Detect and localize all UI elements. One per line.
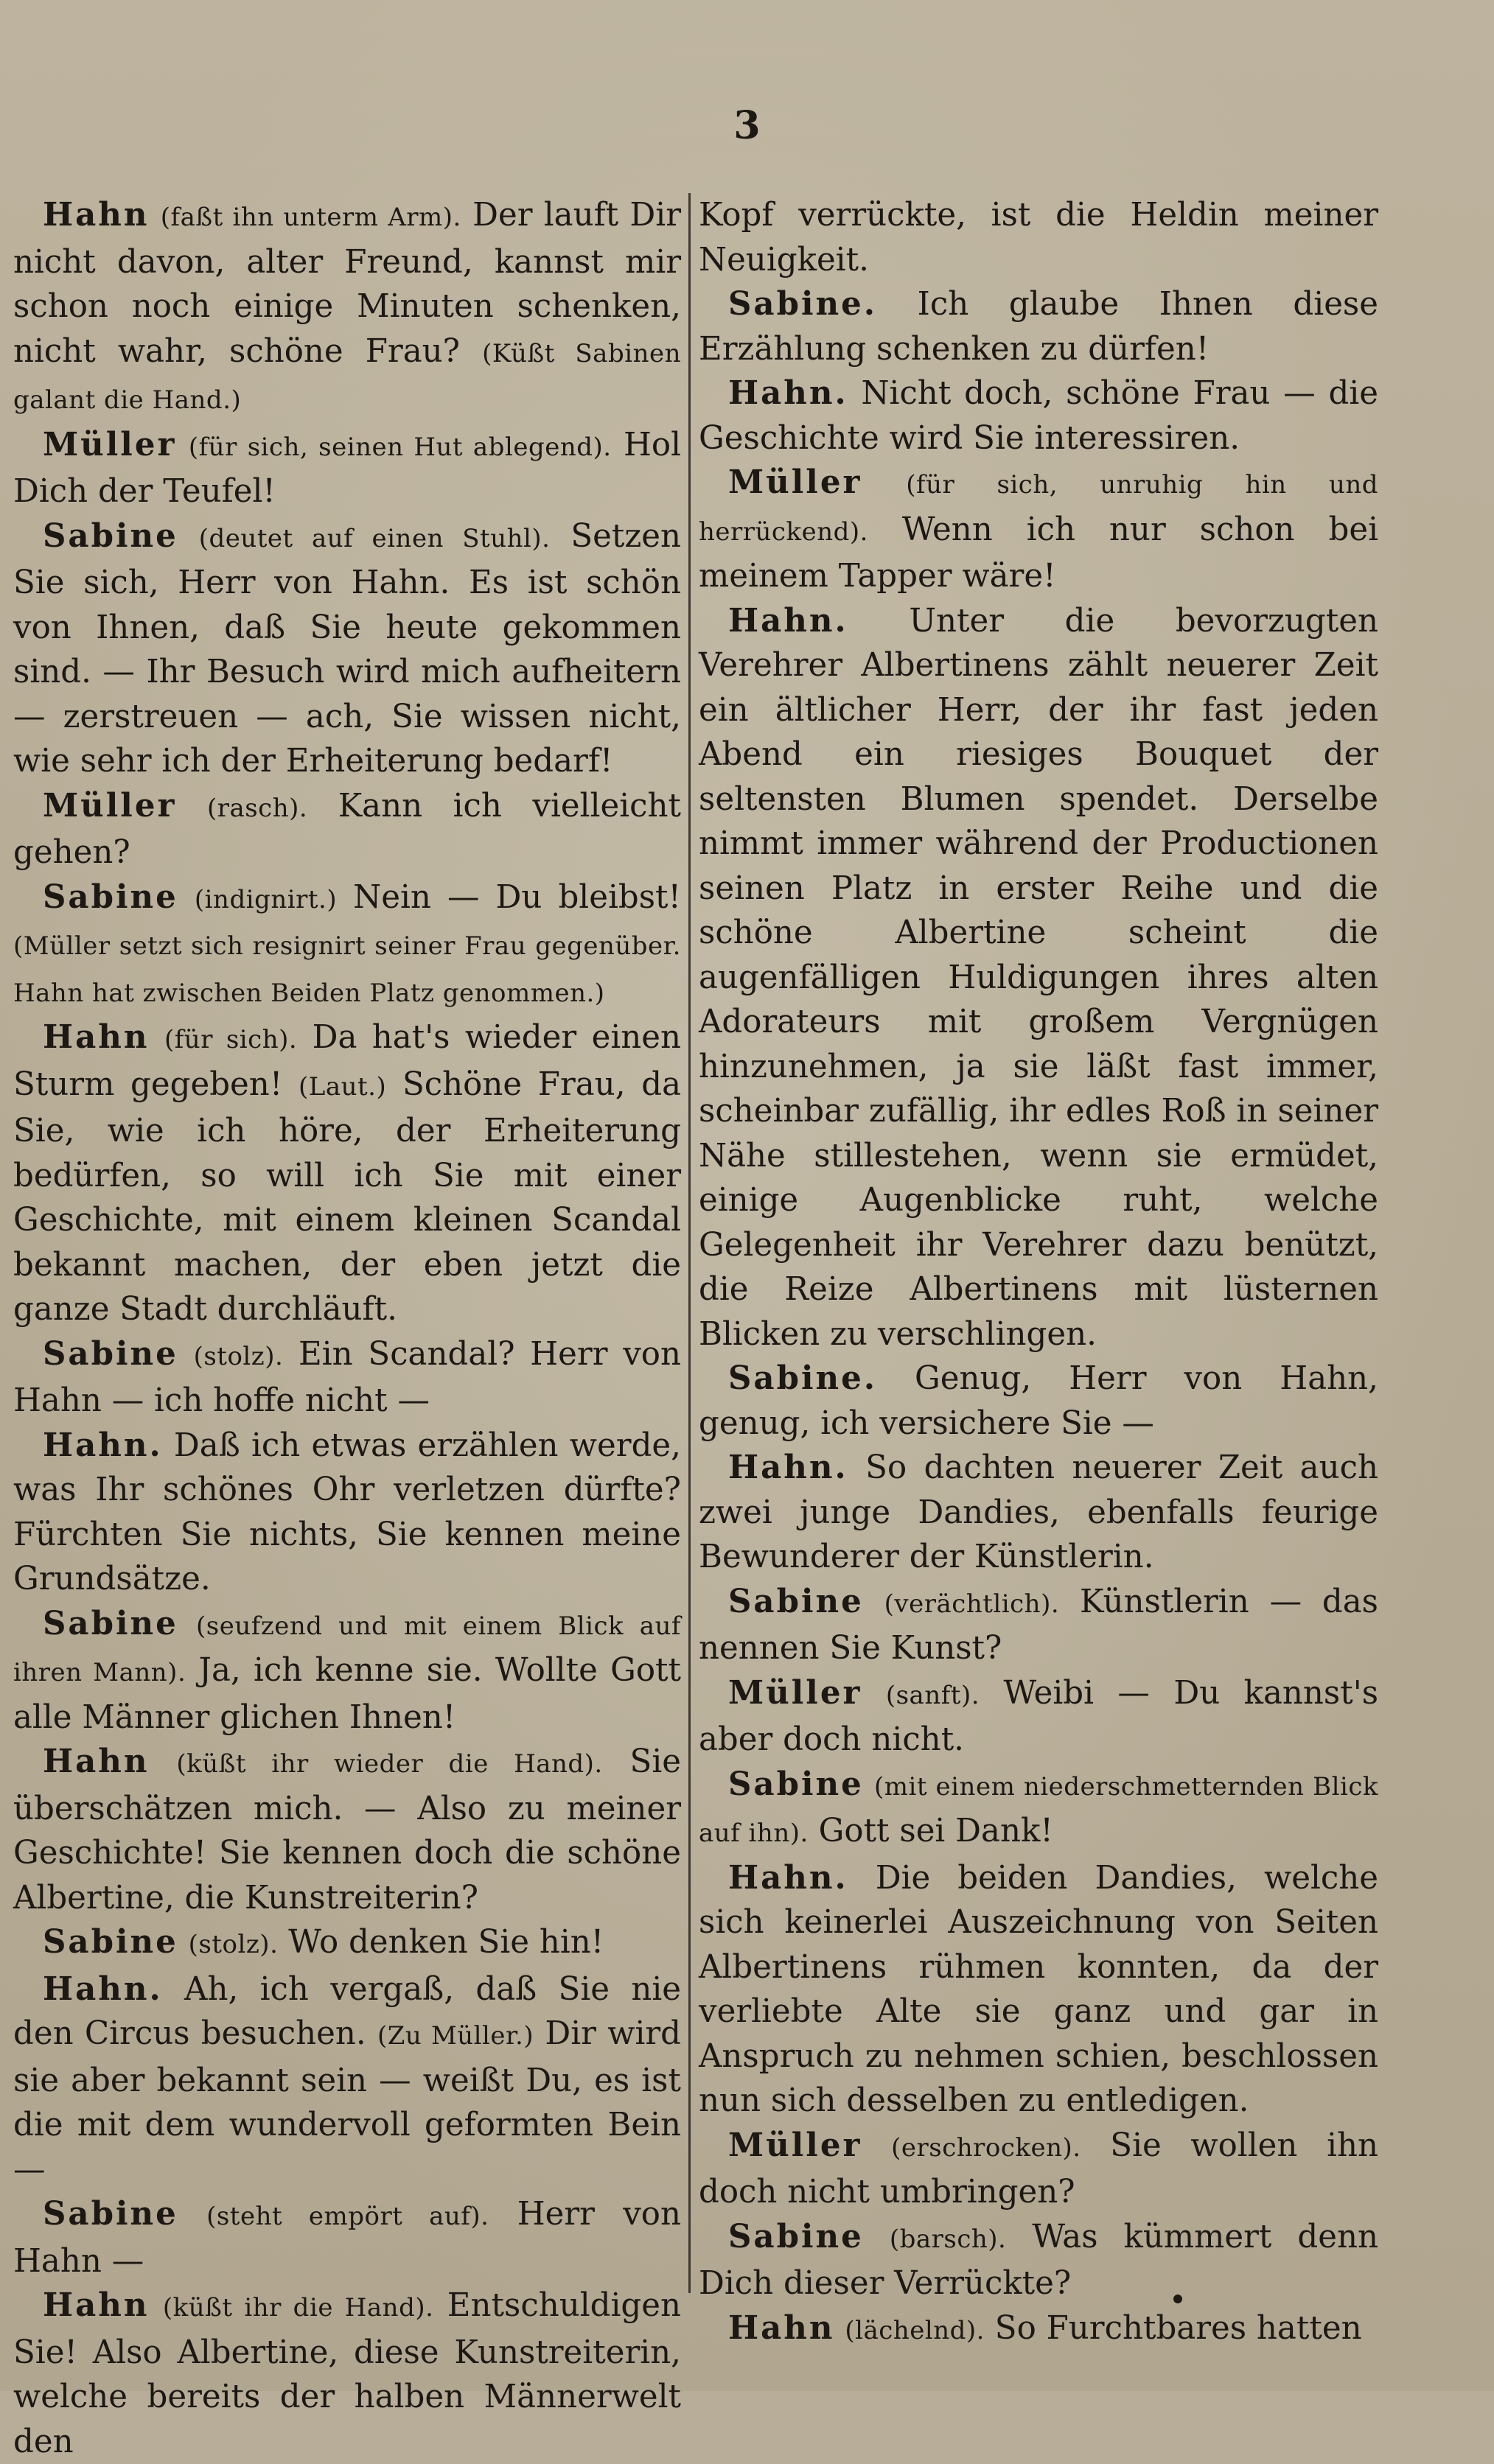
right-column bbox=[699, 193, 1378, 2353]
speaker-name: Sabine bbox=[43, 1604, 178, 1642]
stage-direction: (Müller setzt sich resignirt seiner Frau gegenüber. Hahn hat zwischen Beiden Platz genommen.) bbox=[13, 931, 681, 1008]
dialogue-paragraph bbox=[13, 2192, 681, 2283]
speaker-name: Müller bbox=[728, 1673, 862, 1712]
dialogue-text: Sie überschätzen mich. — Also zu meiner Geschichte! Sie kennen doch die schöne Albertine, die Kunstreiterin? bbox=[13, 1743, 682, 1917]
dialogue-text: Der lauft Dir nicht davon, alter Freund, kannst mir schon noch einige Minuten schenken, nicht wahr, schöne Frau? bbox=[13, 197, 682, 370]
dialogue-paragraph bbox=[699, 371, 1378, 461]
speaker-name: Hahn bbox=[43, 2286, 150, 2324]
dialogue-text: So dachten neuerer Zeit auch zwei junge Dandies, ebenfalls feurige Bewunderer der Künstlerin. bbox=[699, 1449, 1378, 1575]
speaker-name: Sabine bbox=[43, 1923, 178, 1961]
speaker-name: Sabine bbox=[43, 2195, 178, 2233]
dialogue-paragraph bbox=[699, 2306, 1378, 2353]
speaker-name: Hahn. bbox=[728, 374, 848, 412]
stage-direction: (stolz). bbox=[188, 1930, 279, 1959]
ornament-dot bbox=[1173, 2295, 1182, 2303]
dialogue-text: Kann ich vielleicht gehen? bbox=[13, 787, 682, 871]
dialogue-text: Ein Scandal? Herr von Hahn — ich hoffe nicht — bbox=[13, 1335, 682, 1419]
dialogue-text: Genug, Herr von Hahn, genug, ich versichere Sie — bbox=[699, 1360, 1378, 1442]
dialogue-text: Setzen Sie sich, Herr von Hahn. Es ist schön von Ihnen, daß Sie heute gekommen sind. — Ihr Besuch wird mich aufheitern — zerstreuen — ach, Sie wissen nicht, wie sehr ich der Erheiterung bedarf! bbox=[13, 517, 682, 780]
dialogue-paragraph bbox=[699, 1580, 1378, 1671]
dialogue-text: Sie wollen ihn doch nicht umbringen? bbox=[699, 2127, 1379, 2211]
speaker-name: Hahn bbox=[43, 1743, 150, 1780]
speaker-name: Sabine. bbox=[728, 285, 877, 323]
speaker-name: Hahn. bbox=[728, 1449, 848, 1486]
dialogue-paragraph bbox=[13, 1602, 681, 1740]
column-divider bbox=[688, 193, 691, 2293]
dialogue-text: Daß ich etwas erzählen werde, was Ihr schönes Ohr verletzen dürfte? Fürchten Sie nichts, Sie kennen meine Grundsätze. bbox=[13, 1427, 681, 1597]
page-number: 3 bbox=[733, 103, 761, 148]
speaker-name: Sabine. bbox=[728, 1359, 877, 1397]
speaker-name: Müller bbox=[43, 425, 177, 463]
dialogue-text: Ja, ich kenne sie. Wollte Gott alle Männer glichen Ihnen! bbox=[13, 1652, 681, 1736]
dialogue-paragraph bbox=[699, 599, 1378, 1357]
dialogue-text: Künstlerin — das nennen Sie Kunst? bbox=[699, 1583, 1378, 1667]
dialogue-paragraph bbox=[699, 1671, 1378, 1763]
dialogue-text: Schöne Frau, da Sie, wie ich höre, der Erheiterung bedürfen, so will ich Sie mit einer Geschichte, mit einem kleinen Scandal bekannt machen, der eben jetzt die ganze Stadt durchläuft. bbox=[13, 1065, 682, 1328]
dialogue-paragraph bbox=[699, 1446, 1378, 1580]
speaker-name: Müller bbox=[728, 2126, 862, 2164]
stage-direction: (für sich, unruhig hin und herrückend). bbox=[699, 470, 1379, 547]
dialogue-paragraph bbox=[699, 2215, 1378, 2306]
dialogue-text: Was kümmert denn Dich dieser Verrückte? bbox=[699, 2218, 1378, 2302]
speaker-name: Sabine bbox=[728, 2217, 864, 2255]
speaker-name: Sabine bbox=[728, 1582, 864, 1620]
dialogue-text: Wo denken Sie hin! bbox=[288, 1924, 604, 1961]
dialogue-paragraph bbox=[699, 282, 1378, 371]
speaker-name: Hahn. bbox=[43, 1426, 163, 1464]
speaker-name: Hahn bbox=[43, 196, 150, 234]
dialogue-paragraph bbox=[13, 1015, 681, 1332]
dialogue-text: Nicht doch, schöne Frau — die Geschichte wird Sie interessiren. bbox=[699, 375, 1378, 457]
dialogue-text: Weibi — Du kannst's aber doch nicht. bbox=[699, 1674, 1379, 1758]
speaker-name: Sabine bbox=[43, 878, 178, 916]
stage-direction: (deutet auf einen Stuhl). bbox=[198, 523, 551, 553]
speaker-name: Müller bbox=[43, 786, 177, 825]
dialogue-paragraph bbox=[13, 1332, 681, 1424]
speaker-name: Hahn bbox=[728, 2309, 835, 2347]
stage-direction: (Zu Müller.) bbox=[377, 2021, 534, 2051]
dialogue-paragraph bbox=[13, 1424, 681, 1602]
speaker-name: Hahn. bbox=[728, 601, 848, 640]
dialogue-paragraph bbox=[699, 2124, 1378, 2215]
dialogue-text: Nein — Du bleibst! bbox=[353, 878, 682, 916]
dialogue-paragraph bbox=[13, 2283, 681, 2464]
dialogue-paragraph bbox=[13, 784, 681, 875]
stage-direction: (stolz). bbox=[193, 1341, 284, 1371]
stage-direction: (barsch). bbox=[889, 2224, 1007, 2254]
dialogue-text: So Furchtbares hatten bbox=[994, 2309, 1362, 2347]
dialogue-text: Dir wird sie aber bekannt sein — weißt Du, es ist die mit dem wundervoll geformten Bein — bbox=[13, 2015, 681, 2188]
stage-direction: (für sich, seinen Hut ablegend). bbox=[188, 432, 612, 462]
dialogue-text: Unter die bevorzugten Verehrer Albertinens zählt neuerer Zeit ein ältlicher Herr, der ihr fast jeden Abend ein riesiges Bouquet der seltensten Blumen spendet. Derselbe nimmt immer während der Productionen seinen Platz in erster Reihe und die schöne Albertine scheint die augenfälligen Huldigungen ihres alten Adorateurs mit großem Vergnügen hinzunehmen, ja sie läßt fast immer, scheinbar zufällig, ihr edles Roß in seiner Nähe stillestehen, wenn sie ermüdet, einige Augenblicke ruht, welche Gelegenheit ihr Verehrer dazu benützt, die Reize Albertinens mit lüsternen Blicken zu verschlingen. bbox=[699, 602, 1378, 1353]
left-column bbox=[13, 193, 681, 2464]
speaker-name: Hahn bbox=[43, 1018, 150, 1056]
stage-direction: (lächelnd). bbox=[845, 2315, 985, 2345]
stage-direction: (erschrocken). bbox=[891, 2132, 1081, 2163]
dialogue-paragraph bbox=[13, 1920, 681, 1967]
speaker-name: Sabine bbox=[43, 1334, 178, 1373]
stage-direction: (mit einem niederschmetternden Blick auf ihn). bbox=[699, 1771, 1378, 1848]
speaker-name: Sabine bbox=[43, 517, 178, 555]
dialogue-paragraph bbox=[13, 875, 681, 1016]
dialogue-text: Kopf verrückte, ist die Heldin meiner Neuigkeit. bbox=[699, 197, 1378, 279]
stage-direction: (indignirt.) bbox=[194, 884, 338, 914]
dialogue-text: Entschuldigen Sie! Also Albertine, diese Kunstreiterin, welche bereits der halben Männerwelt den bbox=[13, 2287, 682, 2460]
dialogue-text: Hol Dich der Teufel! bbox=[13, 426, 682, 510]
dialogue-paragraph bbox=[699, 193, 1378, 282]
dialogue-paragraph bbox=[699, 1763, 1378, 1856]
dialogue-text: Da hat's wieder einen Sturm gegeben! bbox=[13, 1019, 682, 1103]
stage-direction: (Küßt Sabinen galant die Hand.) bbox=[13, 338, 682, 415]
dialogue-paragraph bbox=[699, 1357, 1378, 1446]
dialogue-text: Herr von Hahn — bbox=[13, 2196, 681, 2280]
dialogue-text: Ich glaube Ihnen diese Erzählung schenken zu dürfen! bbox=[699, 286, 1379, 368]
stage-direction: (faßt ihn unterm Arm). bbox=[160, 203, 461, 232]
dialogue-paragraph bbox=[13, 1740, 681, 1920]
stage-direction: (Laut.) bbox=[299, 1071, 387, 1102]
stage-direction: (steht empört auf). bbox=[206, 2202, 489, 2231]
dialogue-paragraph bbox=[13, 1967, 681, 2193]
stage-direction: (verächtlich). bbox=[884, 1589, 1060, 1619]
dialogue-paragraph bbox=[699, 1856, 1378, 2124]
dialogue-text: Gott sei Dank! bbox=[818, 1813, 1053, 1849]
stage-direction: (küßt ihr die Hand). bbox=[162, 2293, 434, 2323]
stage-direction: (für sich). bbox=[164, 1025, 298, 1054]
dialogue-text: Die beiden Dandies, welche sich keinerlei Auszeichnung von Seiten Albertinens rühmen konnten, da der verliebte Alte sie ganz und gar in Anspruch zu nehmen schien, beschlossen nun sich desselben zu entledigen. bbox=[699, 1859, 1378, 2119]
stage-direction: (seufzend und mit einem Blick auf ihren Mann). bbox=[13, 1611, 681, 1687]
dialogue-paragraph bbox=[13, 423, 681, 514]
speaker-name: Sabine bbox=[728, 1765, 864, 1803]
speaker-name: Müller bbox=[728, 463, 862, 501]
speaker-name: Hahn. bbox=[43, 1970, 163, 2008]
dialogue-paragraph bbox=[13, 193, 681, 423]
stage-direction: (rasch). bbox=[206, 793, 308, 823]
dialogue-paragraph bbox=[699, 461, 1378, 599]
dialogue-text: Ah, ich vergaß, daß Sie nie den Circus besuchen. bbox=[13, 1970, 681, 2052]
dialogue-text: Wenn ich nur schon bei meinem Tapper wäre! bbox=[699, 511, 1378, 595]
speaker-name: Hahn. bbox=[728, 1858, 848, 1897]
stage-direction: (küßt ihr wieder die Hand). bbox=[176, 1749, 603, 1779]
stage-direction: (sanft). bbox=[885, 1680, 980, 1710]
dialogue-paragraph bbox=[13, 514, 681, 784]
